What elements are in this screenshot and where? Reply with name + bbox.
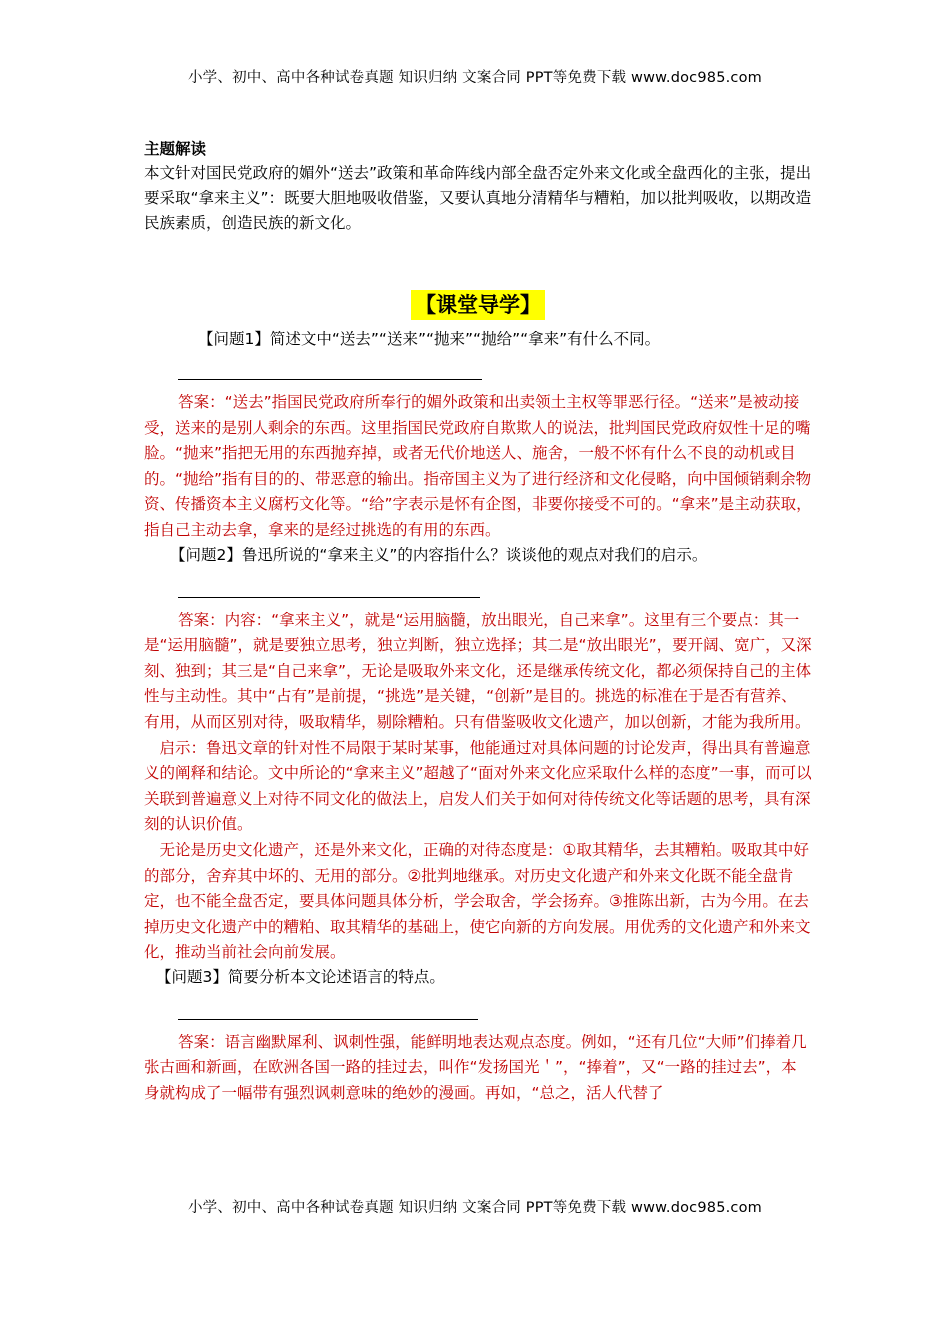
answer-1: 答案：“送去”指国民党政府所奉行的媚外政策和出卖领土主权等罪恶行径。“送来”是被动接受，送来的是别人剩余的东西。这里指国民党政府自欺欺人的说法，批判国民党政府奴性十足的嘴脸。“抛来”指把无用的东西抛弃掉，或者无代价地送人、施舍，一般不怀有什么不良的动机或目的。“抛给”指有目的的、带恶意的输出。指帝国主义为了进行经济和文化侵略，向中国倾销剩余物资、传播资本主义腐朽文化等。“给”字表示是怀有企图，非要你接受不可的。“拿来”是主动获取，指自己主动去拿，拿来的是经过挑选的有用的东西。 (144, 393, 812, 539)
page-header: 小学、初中、高中各种试卷真题 知识归纳 文案合同 PPT等免费下载 www.doc985.com (187, 70, 763, 86)
theme-title: 主题解读 (144, 140, 207, 158)
extra-2: 无论是历史文化遗产，还是外来文化，正确的对待态度是：①取其精华，去其糟粕。吸取其中好的部分，舍弃其中坏的、无用的部分。②批判地继承。对历史文化遗产和外来文化既不能全盘肯定，也不能全盘否定，要具体问题具体分析，学会取舍，学会扬弃。③推陈出新，古为今用。在去掉历史文化遗产中的糟粕、取其精华的基础上，使它向新的方向发展。用优秀的文化遗产和外来文化，推动当前社会向前发展。 (144, 840, 811, 962)
section-heading (144, 290, 812, 324)
document-body (144, 138, 812, 1107)
answer-3: 答案：语言幽默犀利、讽刺性强，能鲜明地表达观点态度。例如，“还有几位“大师”们捧着几张古画和新画，在欧洲各国一路的挂过去，叫作“发扬国光＇”，“捧着”，又“一路的挂过去”，本身就构成了一幅带有强烈讽刺意味的绝妙的漫画。再如，“总之，活人代替了 (144, 1032, 807, 1103)
theme-body: 本文针对国民党政府的媚外“送去”政策和革命阵线内部全盘否定外来文化或全盘西化的主张，提出要采取“拿来主义”：既要大胆地吸收借鉴，又要认真地分清精华与糟粕，加以批判吸收，以期改造民族素质，创造民族的新文化。 (144, 164, 812, 232)
answer-2: 答案：内容：“拿来主义”，就是“运用脑髓，放出眼光，自己来拿”。这里有三个要点：其一是“运用脑髓”，就是要独立思考，独立判断，独立选择；其二是“放出眼光”，要开阔、宽广，又深刻、独到；其三是“自己来拿”，无论是吸取外来文化，还是继承传统文化，都必须保持自己的主体性与主动性。其中“占有”是前提，“挑选”是关键，“创新”是目的。挑选的标准在于是否有营养、有用，从而区别对待，吸取精华，剔除糟粕。只有借鉴吸收文化遗产，加以创新，才能为我所用。 (144, 610, 812, 731)
answer-blank-1 (178, 378, 482, 380)
question-1: 【问题1】简述文中“送去”“送来”“抛来”“抛给”“拿来”有什么不同。 (198, 330, 661, 348)
page-footer: 小学、初中、高中各种试卷真题 知识归纳 文案合同 PPT等免费下载 www.doc985.com (187, 1200, 763, 1216)
section-title: 【课堂导学】 (411, 290, 545, 320)
question-2: 【问题2】鲁迅所说的“拿来主义”的内容指什么？谈谈他的观点对我们的启示。 (170, 545, 708, 564)
answer-blank-2 (178, 596, 480, 598)
question-3: 【问题3】简要分析本文论述语言的特点。 (156, 967, 445, 986)
insight-2: 启示：鲁迅文章的针对性不局限于某时某事，他能通过对具体问题的讨论发声，得出具有普遍意义的阐释和结论。文中所论的“拿来主义”超越了“面对外来文化应采取什么样的态度”一事，而可以关联到普遍意义上对待不同文化的做法上，启发人们关于如何对待传统文化等话题的思考，具有深刻的认识价值。 (144, 738, 812, 834)
answer-blank-3 (178, 1018, 478, 1020)
